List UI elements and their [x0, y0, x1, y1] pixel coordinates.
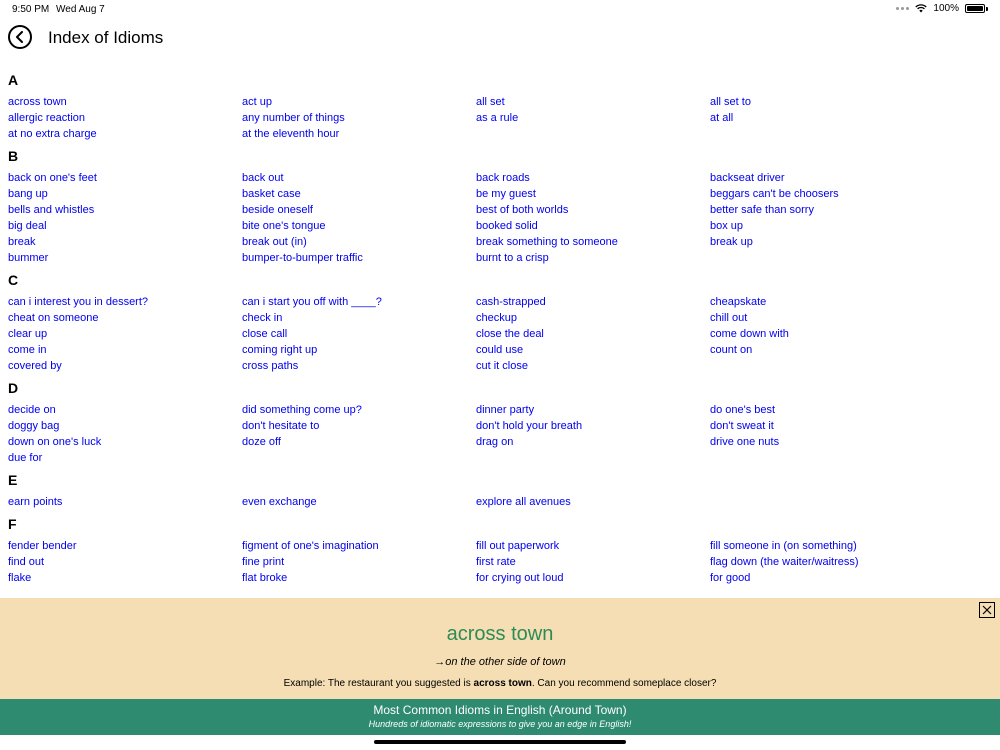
wifi-icon [915, 4, 927, 13]
section-letter-c: C [8, 272, 19, 288]
section-letter-f: F [8, 516, 17, 532]
idiom-link[interactable]: break [8, 236, 36, 248]
idiom-link[interactable]: figment of one's imagination [242, 540, 379, 552]
status-bar [0, 0, 1000, 18]
close-button[interactable] [979, 602, 995, 618]
section-letter-d: D [8, 380, 19, 396]
status-time: 9:50 PM [12, 4, 50, 15]
app-banner[interactable] [0, 699, 1000, 735]
idiom-link[interactable]: close the deal [476, 328, 544, 340]
idiom-link[interactable]: find out [8, 556, 45, 568]
idiom-link[interactable]: covered by [8, 360, 62, 372]
idiom-link[interactable]: down on one's luck [8, 436, 102, 448]
idiom-link[interactable]: close call [242, 328, 288, 340]
banner-title: Most Common Idioms in English (Around Town) [373, 703, 627, 717]
banner-subtitle: Hundreds of idiomatic expressions to give you an edge in English! [368, 719, 632, 729]
example-highlight: across town [473, 678, 532, 689]
idiom-index [8, 70, 992, 590]
idiom-link[interactable]: for good [710, 572, 751, 584]
idiom-grid [8, 94, 992, 142]
idiom-grid [8, 294, 992, 374]
idiom-link[interactable]: cross paths [242, 360, 299, 372]
idiom-link[interactable]: bumper-to-bumper traffic [242, 252, 363, 264]
idiom-link[interactable]: can i interest you in dessert? [8, 296, 149, 308]
idiom-link[interactable]: flag down (the waiter/waitress) [710, 556, 859, 568]
idiom-link[interactable]: checkup [476, 312, 517, 324]
idiom-link[interactable]: fine print [242, 556, 285, 568]
idiom-detail-popup [0, 598, 1000, 699]
idiom-link[interactable]: don't hold your breath [476, 420, 583, 432]
idiom-link[interactable]: back out [242, 172, 284, 184]
idiom-link[interactable]: even exchange [242, 496, 317, 508]
idiom-link[interactable]: box up [710, 220, 744, 232]
idiom-link[interactable]: break something to someone [476, 236, 618, 248]
idiom-link[interactable]: better safe than sorry [710, 204, 814, 216]
battery-percent: 100% [933, 3, 959, 14]
status-right [896, 3, 988, 14]
idiom-link[interactable]: drag on [476, 436, 514, 448]
idiom-link[interactable]: don't sweat it [710, 420, 774, 432]
idiom-link[interactable]: beside oneself [242, 204, 313, 216]
idiom-link[interactable]: cash-strapped [476, 296, 546, 308]
idiom-link[interactable]: act up [242, 96, 272, 108]
section-letter-e: E [8, 472, 18, 488]
idiom-definition: →on the other side of town [434, 656, 566, 668]
idiom-link[interactable]: be my guest [476, 188, 536, 200]
section-letter-b: B [8, 148, 19, 164]
idiom-link[interactable]: did something come up? [242, 404, 362, 416]
page-title: Index of Idioms [48, 28, 164, 47]
idiom-link[interactable]: earn points [8, 496, 63, 508]
idiom-link[interactable]: bang up [8, 188, 48, 200]
idiom-link[interactable]: could use [476, 344, 524, 356]
idiom-link[interactable]: allergic reaction [8, 112, 86, 124]
idiom-link[interactable]: count on [710, 344, 753, 356]
idiom-link[interactable]: flat broke [242, 572, 288, 584]
idiom-link[interactable]: drive one nuts [710, 436, 780, 448]
idiom-link[interactable]: backseat driver [710, 172, 785, 184]
idiom-link[interactable]: bummer [8, 252, 49, 264]
idiom-link[interactable]: don't hesitate to [242, 420, 320, 432]
battery-cap [986, 7, 988, 11]
idiom-term: across town [446, 623, 554, 645]
idiom-link[interactable]: fender bender [8, 540, 77, 552]
idiom-link[interactable]: doggy bag [8, 420, 60, 432]
idiom-link[interactable]: back on one's feet [8, 172, 97, 184]
idiom-link[interactable]: all set to [710, 96, 751, 108]
idiom-link[interactable]: bells and whistles [8, 204, 95, 216]
example-prefix: Example: The restaurant you suggested is [283, 678, 474, 689]
section-letter-a: A [8, 72, 19, 88]
idiom-link[interactable]: do one's best [710, 404, 776, 416]
idiom-link[interactable]: big deal [8, 220, 47, 232]
idiom-link[interactable]: check in [242, 312, 283, 324]
chevron-left-icon [15, 31, 25, 43]
back-button[interactable] [8, 25, 32, 49]
idiom-link[interactable]: bite one's tongue [242, 220, 326, 232]
idiom-link[interactable]: for crying out loud [476, 572, 564, 584]
idiom-link[interactable]: first rate [476, 556, 516, 568]
idiom-link[interactable]: break up [710, 236, 753, 248]
idiom-grid [8, 170, 992, 266]
idiom-link[interactable]: at the eleventh hour [242, 128, 340, 140]
idiom-link[interactable]: due for [8, 452, 43, 464]
idiom-link[interactable]: all set [476, 96, 505, 108]
idiom-link[interactable]: booked solid [476, 220, 538, 232]
idiom-link[interactable]: across town [8, 96, 67, 108]
idiom-link[interactable]: fill someone in (on something) [710, 540, 857, 552]
idiom-link[interactable]: beggars can't be choosers [710, 188, 839, 200]
idiom-example [0, 678, 1000, 689]
idiom-link[interactable]: come down with [710, 328, 789, 340]
idiom-link[interactable]: burnt to a crisp [476, 252, 549, 264]
battery-icon [965, 4, 985, 13]
idiom-link[interactable]: break out (in) [242, 236, 307, 248]
idiom-link[interactable]: fill out paperwork [476, 540, 560, 552]
idiom-link[interactable]: any number of things [242, 112, 345, 124]
idiom-link[interactable]: clear up [8, 328, 48, 340]
multitasking-dots-icon [896, 7, 909, 10]
idiom-link[interactable]: can i start you off with ____? [242, 296, 382, 308]
idiom-grid [8, 494, 992, 510]
example-suffix: . Can you recommend someplace closer? [531, 678, 717, 689]
idiom-link[interactable]: cheapskate [710, 296, 767, 308]
idiom-grid [8, 538, 992, 586]
idiom-link[interactable]: back roads [476, 172, 530, 184]
idiom-link[interactable]: decide on [8, 404, 56, 416]
close-icon [982, 605, 992, 615]
idiom-link[interactable]: dinner party [476, 404, 535, 416]
idiom-link[interactable]: explore all avenues [476, 496, 571, 508]
header [0, 24, 1000, 54]
home-indicator[interactable] [374, 740, 626, 744]
idiom-link[interactable]: flake [8, 572, 32, 584]
idiom-grid [8, 402, 992, 466]
idiom-link[interactable]: coming right up [242, 344, 318, 356]
idiom-link[interactable]: at all [710, 112, 734, 124]
idiom-link[interactable]: cheat on someone [8, 312, 99, 324]
idiom-link[interactable]: cut it close [476, 360, 528, 372]
idiom-link[interactable]: basket case [242, 188, 301, 200]
idiom-link[interactable]: come in [8, 344, 47, 356]
idiom-link[interactable]: doze off [242, 436, 281, 448]
idiom-link[interactable]: as a rule [476, 112, 519, 124]
idiom-link[interactable]: best of both worlds [476, 204, 569, 216]
idiom-link[interactable]: at no extra charge [8, 128, 97, 140]
idiom-link[interactable]: chill out [710, 312, 748, 324]
status-date: Wed Aug 7 [56, 4, 105, 15]
